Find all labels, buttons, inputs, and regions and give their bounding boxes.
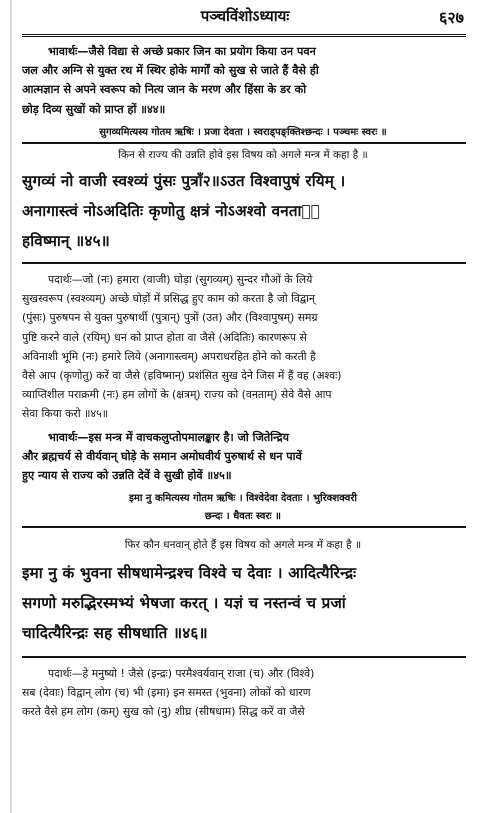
- text-line: सेवा किया करो ॥४५॥: [22, 407, 109, 421]
- text-line: भावार्थः—जैसे विद्या से अच्छे प्रकार जिन का प्रयोग किया उन पवन: [48, 45, 316, 58]
- mantra-45: [22, 166, 464, 256]
- text-line: पदार्थः—जो (नः) हमारा (वाजी) घोड़ा (सुगव्यम्) सुन्दर गौओं के लिये: [48, 273, 313, 286]
- mantra-46: [22, 558, 464, 648]
- page-edge: [10, 0, 12, 813]
- mantra-line: सुगव्यं नो वाजी स्वश्व्यं पुंसः पुत्राँ२॥ऽउत विश्वापुषं रयिम् ।: [22, 172, 346, 190]
- header-rule: [22, 34, 466, 37]
- text-line: करते वैसे हम लोग (कम्) सुख को (नु) शीघ्र (सीषधाम) सिद्ध करें वा जैसे: [22, 705, 305, 719]
- text-line: छोड़ दिव्य सुखों को प्राप्त हों ॥४४॥: [22, 102, 166, 116]
- bhavartha-45: [22, 428, 464, 486]
- text-line: और ब्रह्मचर्य से वीर्यवान् घोड़े के समान अमोघवीर्य पुरुषार्थ से धन पावें: [22, 450, 302, 464]
- text-line: अविनाशी भूमि (नः) हमारे लिये (अनागास्त्वम्) अपराधरहित होने को करती है: [22, 349, 316, 363]
- text-line: पदार्थः—हे मनुष्यो ! जैसे (इन्द्रः) परमैश्वर्यवान् राजा (च) और (विश्वे): [48, 667, 315, 680]
- mantra-line: सगणो मरुद्भिरस्मभ्यं भेषजा करत् । यज्ञं च नस्तन्वं च प्रजां: [22, 594, 346, 612]
- text-line: आत्मज्ञान से अपने स्वरूप को नित्य जान के मरण और हिंसा के डर को: [22, 83, 307, 97]
- text-line: (पुंसः) पुरुषपन से युक्त पुरुषार्थी (पुत्रान्) पुत्रों (उत) और (विश्वापुषम्) समग्र: [22, 311, 318, 325]
- section-rule: [22, 656, 466, 658]
- mantra-46-intro: फिर कौन धनवान् होते हैं इस विषय को अगले मन्त्र में कहा है ॥: [124, 539, 362, 551]
- mantra-45-intro: किन से राज्य की उन्नति होवे इस विषय को अगले मन्त्र में कहा है ॥: [118, 149, 368, 161]
- mantra-46-meta: इमा नु कमित्यस्य गोतम ऋषिः । विश्वेदेवा देवताः । भुरिक्शक्वरी: [128, 493, 358, 504]
- text-line: भावार्थः—इस मन्त्र में वाचकलुप्तोपमालङ्कार है। जो जितेन्द्रिय: [48, 431, 290, 444]
- section-rule: [22, 262, 466, 264]
- text-line: हुए न्याय से राज्य को उन्नति देवें वे सुखी होवें ॥४५॥: [22, 469, 232, 483]
- bhavartha-44: [22, 42, 464, 119]
- page-header: [20, 2, 470, 30]
- text-line: जल और अग्नि से युक्त रथ में स्थिर होके मार्गों को सुख से जाते हैं वैसे ही: [22, 64, 319, 78]
- mantra-line: चादित्यैरिन्द्रः सह सीषधाति ॥४६॥: [22, 624, 208, 642]
- text-line: सुखस्वरूप (स्वश्व्यम्) अच्छे घोड़ों में प्रसिद्ध हुए काम को करता है जो विद्वान्: [22, 292, 315, 306]
- padartha-46: [22, 664, 464, 722]
- text-line: वैसे आप (कृणोतु) करें वा जैसे (हविष्मान्) प्रशंसित सुख देने जिस में हैं वह (अश्वः): [22, 369, 342, 383]
- text-line: व्याप्तिशील पराक्रमी (नः) हम लोगों के (क्षत्रम्) राज्य को (वनताम्) सेवे वैसे आप: [22, 388, 332, 402]
- section-rule: [22, 526, 466, 528]
- mantra-46-meta-2: छन्दः । धैवतः स्वरः ॥: [204, 511, 282, 522]
- text-line: पुष्टि करने वाले (रयिम्) धन को प्राप्त होता वा जैसे (अदितिः) कारणरूप से: [22, 330, 307, 344]
- text-line: सब (देवाः) विद्वान् लोग (च) भी (इमा) इन समस्त (भुवना) लोकों को धारण: [22, 686, 311, 700]
- chapter-title: पञ्चविंशोऽध्यायः: [200, 7, 290, 25]
- mantra-line: अनागास्त्वं नोऽअदितिः कृणोतु क्षत्रं नोऽअश्वो वनताᳪं: [22, 202, 321, 220]
- padartha-45: [22, 270, 464, 424]
- page-number: ६२७: [439, 8, 464, 27]
- mantra-line: इमा नु कं भुवना सीषधामेन्द्रश्च विश्वे च देवाः । आदित्यैरिन्द्रः: [22, 564, 357, 582]
- mantra-45-meta: सुगव्यमित्यस्य गोतम ऋषिः । प्रजा देवता । स्वराड्पङ्क्तिश्छन्दः । पञ्चमः स्वरः ॥: [99, 127, 387, 138]
- mantra-line: हविष्मान् ॥४५॥: [22, 232, 110, 250]
- section-rule: [22, 142, 466, 144]
